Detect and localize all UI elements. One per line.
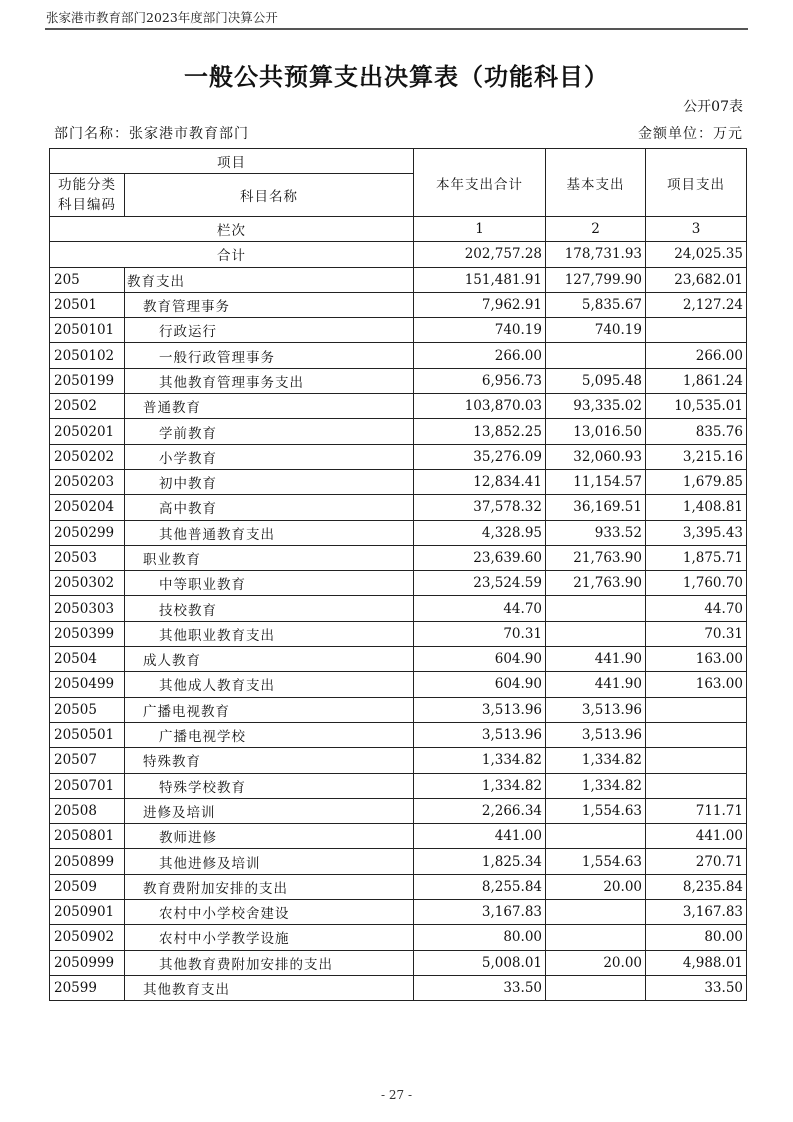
project-value [646,697,747,722]
project-value: 711.71 [646,798,747,823]
total-value: 3,513.96 [414,722,546,747]
subject-code: 2050899 [50,849,125,874]
subject-name: 教师进修 [125,824,414,849]
subject-code: 20508 [50,798,125,823]
basic-value: 3,513.96 [546,722,646,747]
basic-value: 21,763.90 [546,571,646,596]
project-value [646,722,747,747]
project-value [646,318,747,343]
table-row [50,495,747,520]
table-row [50,975,747,1000]
subject-name: 学前教育 [125,419,414,444]
table-row [50,318,747,343]
subject-code: 2050399 [50,621,125,646]
basic-value: 11,154.57 [546,469,646,494]
total-value: 151,481.91 [414,267,546,292]
basic-value: 20.00 [546,950,646,975]
table-row [50,773,747,798]
page-title: 一般公共预算支出决算表（功能科目） [184,63,609,91]
total-value: 23,639.60 [414,545,546,570]
project-value: 23,682.01 [646,267,747,292]
table-row [50,444,747,469]
table-row [50,545,747,570]
basic-value: 20.00 [546,874,646,899]
project-value [646,748,747,773]
total-value: 5,008.01 [414,950,546,975]
table-row [50,748,747,773]
project-value: 3,167.83 [646,900,747,925]
table-row [50,647,747,672]
subject-name: 特殊教育 [125,748,414,773]
subject-code: 2050203 [50,469,125,494]
project-value: 1,760.70 [646,571,747,596]
subject-name: 特殊学校教育 [125,773,414,798]
subject-code: 2050201 [50,419,125,444]
total-value: 3,167.83 [414,900,546,925]
subject-name: 农村中小学教学设施 [125,925,414,950]
table-row [50,672,747,697]
subject-name: 一般行政管理事务 [125,343,414,368]
basic-value: 178,731.93 [546,242,646,267]
project-value: 10,535.01 [646,394,747,419]
subject-name: 其他职业教育支出 [125,621,414,646]
total-value: 604.90 [414,647,546,672]
subject-code: 2050199 [50,368,125,393]
subject-code: 205 [50,267,125,292]
total-value: 202,757.28 [414,242,546,267]
subject-name: 技校教育 [125,596,414,621]
table-number: 公开07表 [683,99,743,115]
total-value: 35,276.09 [414,444,546,469]
subject-code: 2050801 [50,824,125,849]
basic-value: 5,835.67 [546,292,646,317]
subject-code: 2050902 [50,925,125,950]
department-label: 部门名称：张家港市教育部门 [54,126,249,142]
header-divider [45,28,748,30]
table-row [50,520,747,545]
table-row [50,343,747,368]
project-value: 163.00 [646,672,747,697]
basic-value: 740.19 [546,318,646,343]
total-value: 604.90 [414,672,546,697]
column-index: 1 [414,217,546,242]
subject-name: 农村中小学校舍建设 [125,900,414,925]
total-value: 6,956.73 [414,368,546,393]
subject-name: 成人教育 [125,647,414,672]
project-value [646,773,747,798]
project-value: 163.00 [646,647,747,672]
table-row [50,722,747,747]
subject-name: 其他普通教育支出 [125,520,414,545]
project-value: 1,875.71 [646,545,747,570]
total-row [50,242,747,267]
column-index-row [50,217,747,242]
subject-code: 2050202 [50,444,125,469]
total-label: 合计 [50,242,414,267]
subject-name: 教育费附加安排的支出 [125,874,414,899]
project-value: 80.00 [646,925,747,950]
subject-code: 2050499 [50,672,125,697]
subject-code: 20505 [50,697,125,722]
subject-code: 2050102 [50,343,125,368]
project-value: 70.31 [646,621,747,646]
total-value: 740.19 [414,318,546,343]
subject-code: 20502 [50,394,125,419]
subject-code: 2050901 [50,900,125,925]
table-row [50,900,747,925]
subject-code: 2050701 [50,773,125,798]
table-row [50,824,747,849]
subject-name: 其他教育支出 [125,975,414,1000]
total-value: 23,524.59 [414,571,546,596]
subject-code: 2050999 [50,950,125,975]
table-row [50,394,747,419]
subject-name: 普通教育 [125,394,414,419]
table-row [50,368,747,393]
subject-name: 其他教育管理事务支出 [125,368,414,393]
total-value: 266.00 [414,343,546,368]
total-value: 12,834.41 [414,469,546,494]
basic-value [546,900,646,925]
subject-name: 广播电视学校 [125,722,414,747]
basic-value: 13,016.50 [546,419,646,444]
header-total: 本年支出合计 [414,149,546,217]
total-value: 4,328.95 [414,520,546,545]
project-value: 2,127.24 [646,292,747,317]
total-value: 3,513.96 [414,697,546,722]
total-value: 37,578.32 [414,495,546,520]
basic-value: 93,335.02 [546,394,646,419]
subject-name: 中等职业教育 [125,571,414,596]
basic-value: 933.52 [546,520,646,545]
basic-value [546,343,646,368]
subject-code: 20599 [50,975,125,1000]
column-index: 2 [546,217,646,242]
table-row [50,798,747,823]
total-value: 70.31 [414,621,546,646]
total-value: 1,334.82 [414,748,546,773]
project-value: 270.71 [646,849,747,874]
basic-value: 1,554.63 [546,849,646,874]
header-project: 项目支出 [646,149,747,217]
total-value: 8,255.84 [414,874,546,899]
column-index-label: 栏次 [50,217,414,242]
project-value: 33.50 [646,975,747,1000]
subject-name: 教育管理事务 [125,292,414,317]
total-value: 1,825.34 [414,849,546,874]
subject-code: 20507 [50,748,125,773]
total-value: 33.50 [414,975,546,1000]
running-header: 张家港市教育部门2023年度部门决算公开 [46,10,278,25]
subject-code: 2050299 [50,520,125,545]
table-row [50,950,747,975]
basic-value: 5,095.48 [546,368,646,393]
subject-name: 进修及培训 [125,798,414,823]
project-value: 44.70 [646,596,747,621]
project-value: 24,025.35 [646,242,747,267]
column-index: 3 [646,217,747,242]
project-value: 441.00 [646,824,747,849]
table-row [50,571,747,596]
total-value: 103,870.03 [414,394,546,419]
project-value: 1,679.85 [646,469,747,494]
table-row [50,292,747,317]
subject-name: 其他教育费附加安排的支出 [125,950,414,975]
table-row [50,849,747,874]
header-row [50,149,747,174]
basic-value: 36,169.51 [546,495,646,520]
project-value: 8,235.84 [646,874,747,899]
total-value: 13,852.25 [414,419,546,444]
subject-name: 小学教育 [125,444,414,469]
subject-code: 2050303 [50,596,125,621]
basic-value: 1,334.82 [546,748,646,773]
table-row [50,874,747,899]
project-value: 1,408.81 [646,495,747,520]
total-value: 44.70 [414,596,546,621]
project-value: 3,395.43 [646,520,747,545]
table-row [50,621,747,646]
basic-value: 127,799.90 [546,267,646,292]
subject-code: 20509 [50,874,125,899]
table-row [50,596,747,621]
table-row [50,267,747,292]
subject-code: 2050204 [50,495,125,520]
basic-value [546,824,646,849]
basic-value [546,975,646,1000]
basic-value [546,925,646,950]
page-number: - 27 - [380,1088,412,1102]
subject-name: 教育支出 [125,267,414,292]
table-row [50,925,747,950]
basic-value: 21,763.90 [546,545,646,570]
subject-name: 初中教育 [125,469,414,494]
unit-label: 金额单位：万元 [638,126,743,142]
subject-code: 2050101 [50,318,125,343]
project-value: 4,988.01 [646,950,747,975]
total-value: 80.00 [414,925,546,950]
header-basic: 基本支出 [546,149,646,217]
subject-code: 2050501 [50,722,125,747]
basic-value [546,621,646,646]
basic-value: 1,554.63 [546,798,646,823]
subject-code: 2050302 [50,571,125,596]
subject-code: 20503 [50,545,125,570]
subject-code: 20501 [50,292,125,317]
table-row [50,419,747,444]
subject-name: 其他成人教育支出 [125,672,414,697]
project-value: 3,215.16 [646,444,747,469]
table-row [50,469,747,494]
basic-value: 32,060.93 [546,444,646,469]
basic-value: 441.90 [546,647,646,672]
project-value: 1,861.24 [646,368,747,393]
subject-name: 行政运行 [125,318,414,343]
subject-name: 职业教育 [125,545,414,570]
expenditure-table [49,148,747,1001]
basic-value: 1,334.82 [546,773,646,798]
total-value: 441.00 [414,824,546,849]
table-row [50,697,747,722]
basic-value [546,596,646,621]
subject-name: 其他进修及培训 [125,849,414,874]
project-value: 266.00 [646,343,747,368]
total-value: 1,334.82 [414,773,546,798]
subject-name: 广播电视教育 [125,697,414,722]
header-item: 项目 [50,149,414,174]
subject-code: 20504 [50,647,125,672]
header-code: 功能分类 科目编码 [50,174,125,217]
total-value: 2,266.34 [414,798,546,823]
subject-name: 高中教育 [125,495,414,520]
total-value: 7,962.91 [414,292,546,317]
header-name: 科目名称 [125,174,414,217]
basic-value: 3,513.96 [546,697,646,722]
basic-value: 441.90 [546,672,646,697]
project-value: 835.76 [646,419,747,444]
